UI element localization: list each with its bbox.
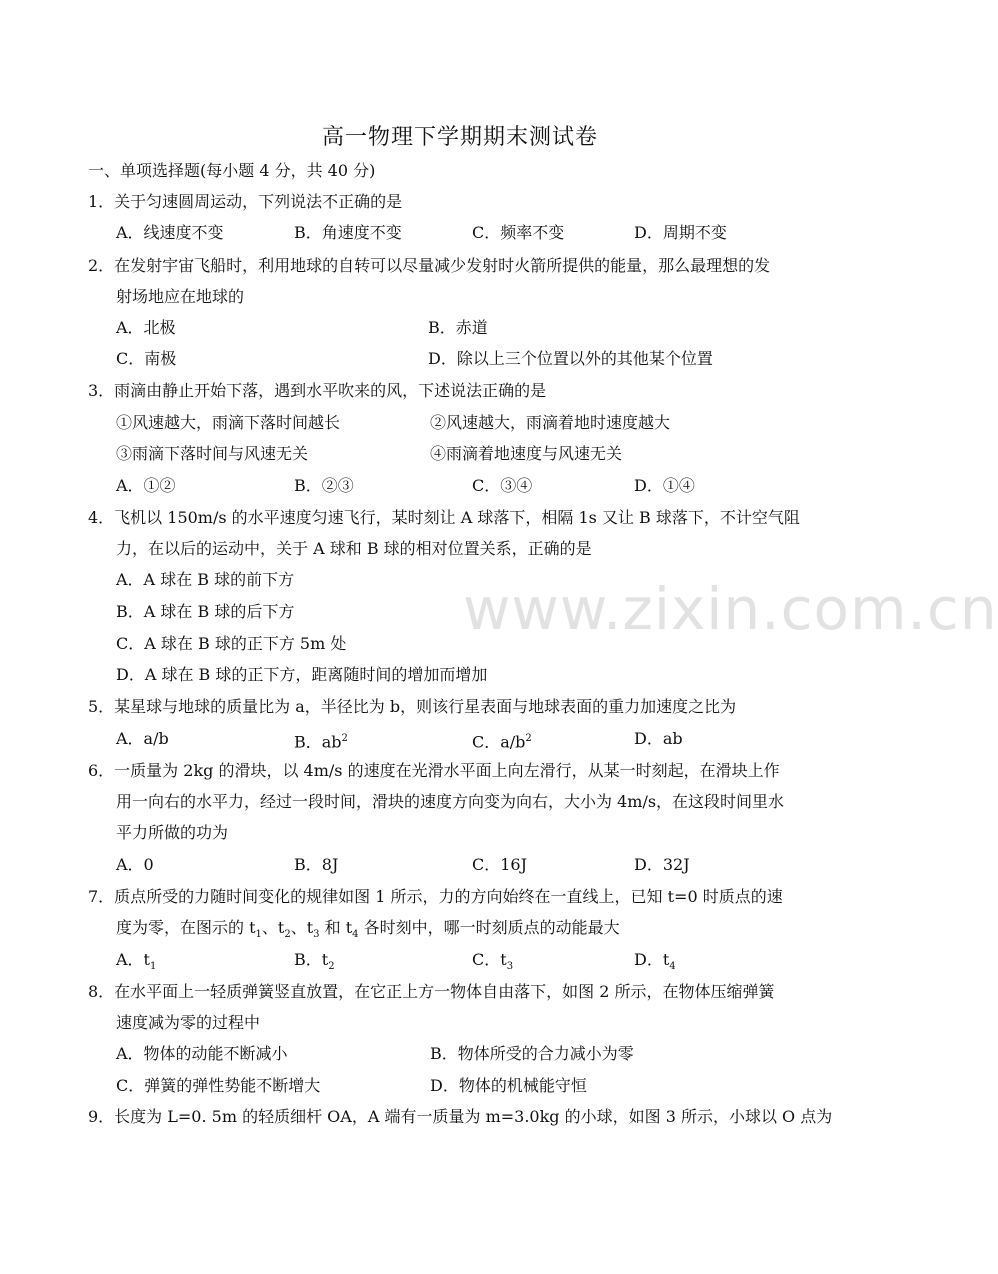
question-9-stem: 9．长度为 L=0. 5m 的轻质细杆 OA，A 端有一质量为 m=3.0kg 的小球，如图 3 所示，小球以 O 点为 bbox=[88, 1107, 833, 1126]
q5-option-b: B．$ab^2$ bbox=[294, 732, 348, 752]
q7-option-d: D．$t_4$ bbox=[634, 950, 676, 973]
q3-option-c: C．③④ bbox=[472, 476, 533, 495]
question-4-stem: 4．飞机以 150m/s 的水平速度匀速飞行，某时刻让 A 球落下，相隔 1s 又让 B 球落下，不计空气阻 bbox=[88, 508, 800, 527]
q8-option-d: D．物体的机械能守恒 bbox=[430, 1076, 587, 1095]
q2-option-d: D．除以上三个位置以外的其他某个位置 bbox=[428, 349, 713, 368]
q6-option-c: C．16J bbox=[472, 855, 528, 874]
q6-option-b: B．8J bbox=[294, 855, 339, 874]
q2-option-c: C．南极 bbox=[116, 349, 177, 368]
q6-option-a: A．0 bbox=[116, 855, 154, 874]
q4-option-b: B．A 球在 B 球的后下方 bbox=[116, 602, 295, 621]
question-2-stem-cont: 射场地应在地球的 bbox=[116, 287, 245, 306]
q1-option-a: A．线速度不变 bbox=[116, 223, 224, 242]
question-5-stem: 5．某星球与地球的质量比为 a，半径比为 b，则该行星表面与地球表面的重力加速度之比为 bbox=[88, 697, 737, 716]
q8-option-c: C．弹簧的弹性势能不断增大 bbox=[116, 1076, 321, 1095]
question-3-stem: 3．雨滴由静止开始下落，遇到水平吹来的风，下述说法正确的是 bbox=[88, 381, 547, 400]
section-heading: 一、单项选择题(每小题 4 分，共 40 分) bbox=[88, 161, 376, 180]
q5-option-a: A．a/b bbox=[116, 729, 169, 748]
watermark: www.zixin.com.cn bbox=[463, 575, 998, 643]
q4-option-c: C．A 球在 B 球的正下方 5m 处 bbox=[116, 634, 347, 653]
q6-option-d: D．32J bbox=[634, 855, 690, 874]
q3-statement-1: ①风速越大，雨滴下落时间越长 bbox=[116, 413, 341, 432]
question-2-stem: 2．在发射宇宙飞船时，利用地球的自转可以尽量减少发射时火箭所提供的能量，那么最理想的发 bbox=[88, 256, 771, 275]
q7-option-c: C．$t_3$ bbox=[472, 950, 514, 973]
question-7-stem-cont: 度为零，在图示的 $t_1$、$t_2$、$t_3$ 和 $t_4$ 各时刻中，哪一时刻质点的动能最大 bbox=[116, 918, 620, 941]
question-6-stem-cont-2: 平力所做的功为 bbox=[116, 823, 229, 842]
q4-option-a: A．A 球在 B 球的前下方 bbox=[116, 570, 295, 589]
q3-statement-3: ③雨滴下落时间与风速无关 bbox=[116, 444, 309, 463]
q3-option-a: A．①② bbox=[116, 476, 176, 495]
question-6-stem: 6．一质量为 2kg 的滑块，以 4m/s 的速度在光滑水平面上向左滑行，从某一时刻起，在滑块上作 bbox=[88, 761, 780, 780]
q3-statement-4: ④雨滴着地速度与风速无关 bbox=[430, 444, 623, 463]
q3-option-b: B．②③ bbox=[294, 476, 354, 495]
q8-option-a: A．物体的动能不断减小 bbox=[116, 1044, 288, 1063]
question-6-stem-cont-1: 用一向右的水平力，经过一段时间，滑块的速度方向变为向右，大小为 4m/s，在这段时间里水 bbox=[116, 792, 785, 811]
question-4-stem-cont: 力，在以后的运动中，关于 A 球和 B 球的相对位置关系，正确的是 bbox=[116, 539, 592, 558]
q5-option-d: D．ab bbox=[634, 729, 683, 748]
q5-option-c: C．$a/b^2$ bbox=[472, 732, 532, 752]
q7-option-b: B．$t_2$ bbox=[294, 950, 335, 973]
page-title: 高一物理下学期期末测试卷 bbox=[321, 125, 598, 150]
q1-option-c: C．频率不变 bbox=[472, 223, 565, 242]
question-8-stem: 8．在水平面上一轻质弹簧竖直放置，在它正上方一物体自由落下，如图 2 所示，在物体压缩弹簧 bbox=[88, 982, 775, 1001]
q8-option-b: B．物体所受的合力减小为零 bbox=[430, 1044, 634, 1063]
question-7-stem: 7．质点所受的力随时间变化的规律如图 1 所示，力的方向始终在一直线上，已知 t=0 时质点的速 bbox=[88, 887, 783, 906]
q1-option-d: D．周期不变 bbox=[634, 223, 727, 242]
q4-option-d: D．A 球在 B 球的正下方，距离随时间的增加而增加 bbox=[116, 665, 488, 684]
q3-option-d: D．①④ bbox=[634, 476, 695, 495]
q3-statement-2: ②风速越大，雨滴着地时速度越大 bbox=[430, 413, 671, 432]
q1-option-b: B．角速度不变 bbox=[294, 223, 402, 242]
q2-option-a: A．北极 bbox=[116, 318, 176, 337]
question-8-stem-cont: 速度减为零的过程中 bbox=[116, 1013, 261, 1032]
question-1-stem: 1．关于匀速圆周运动，下列说法不正确的是 bbox=[88, 192, 403, 211]
q7-option-a: A．$t_1$ bbox=[116, 950, 157, 973]
q2-option-b: B．赤道 bbox=[428, 318, 488, 337]
